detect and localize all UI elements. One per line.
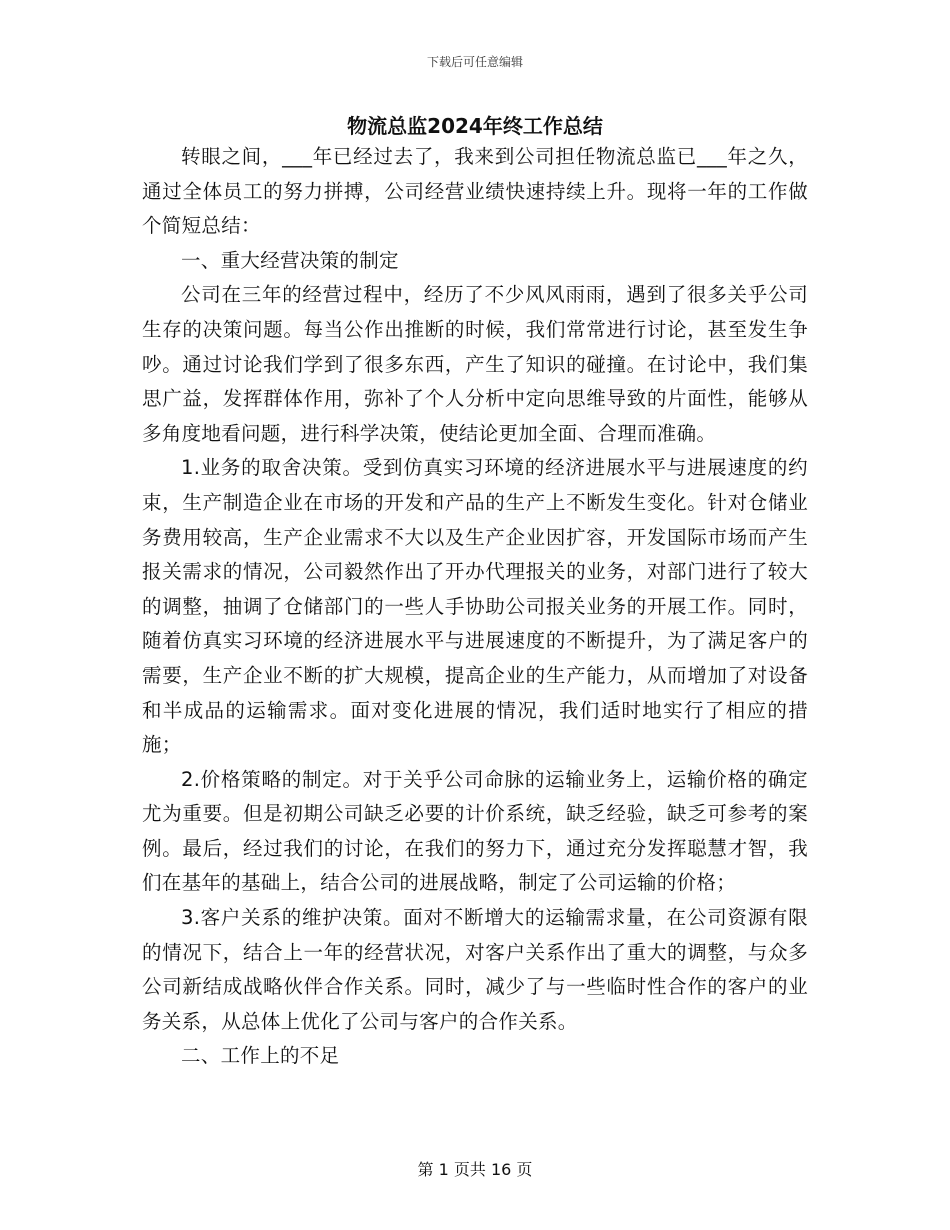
paragraph-customer-relations: 3.客户关系的维护决策。面对不断增大的运输需求量，在公司资源有限的情况下，结合上一年的经营状况，对客户关系作出了重大的调整，与众多公司新结成战略伙伴合作关系。同时，减少了与一些临时性合作的客户的业务关系，从总体上优化了公司与客户的合作关系。 <box>142 906 808 1033</box>
document-title: 物流总监2024年终工作总结 <box>347 114 603 138</box>
paragraph-pricing-strategy: 2.价格策略的制定。对于关乎公司命脉的运输业务上，运输价格的确定尤为重要。但是初期公司缺乏必要的计价系统，缺乏经验，缺乏可参考的案例。最后，经过我们的讨论，在我们的努力下，通过充分发挥聪慧才智，我们在基年的基础上，结合公司的进展战略，制定了公司运输的价格； <box>142 767 808 895</box>
paragraph-intro: 转眼之间，___年已经过去了，我来到公司担任物流总监已___年之久，通过全体员工的努力拼搏，公司经营业绩快速持续上升。现将一年的工作做个简短总结： <box>142 145 808 238</box>
header-note: 下载后可任意编辑 <box>426 55 523 69</box>
section-heading-1: 一、重大经营决策的制定 <box>181 248 399 272</box>
paragraph-decision-overview: 公司在三年的经营过程中，经历了不少风风雨雨，遇到了很多关乎公司生存的决策问题。每当公作出推断的时候，我们常常进行讨论，甚至发生争吵。通过讨论我们学到了很多东西，产生了知识的碰撞。在讨论中，我们集思广益，发挥群体作用，弥补了个人分析中定向思维导致的片面性，能够从多角度地看问题，进行科学决策，使结论更加全面、合理而准确。 <box>142 283 808 445</box>
document-body <box>142 140 808 1074</box>
section-heading-2: 二、工作上的不足 <box>181 1044 340 1068</box>
paragraph-business-decision: 1.业务的取舍决策。受到仿真实习环境的经济进展水平与进展速度的约束，生产制造企业在市场的开发和产品的生产上不断发生变化。针对仓储业务费用较高，生产企业需求不大以及生产企业因扩容，开发国际市场而产生报关需求的情况，公司毅然作出了开办代理报关的业务，对部门进行了较大的调整，抽调了仓储部门的一些人手协助公司报关业务的开展工作。同时，随着仿真实习环境的经济进展水平与进展速度的不断提升，为了满足客户的需要，生产企业不断的扩大规模，提高企业的生产能力，从而增加了对设备和半成品的运输需求。面对变化进展的情况，我们适时地实行了相应的措施； <box>142 456 808 757</box>
page-footer: 第 1 页共 16 页 <box>417 1160 533 1179</box>
